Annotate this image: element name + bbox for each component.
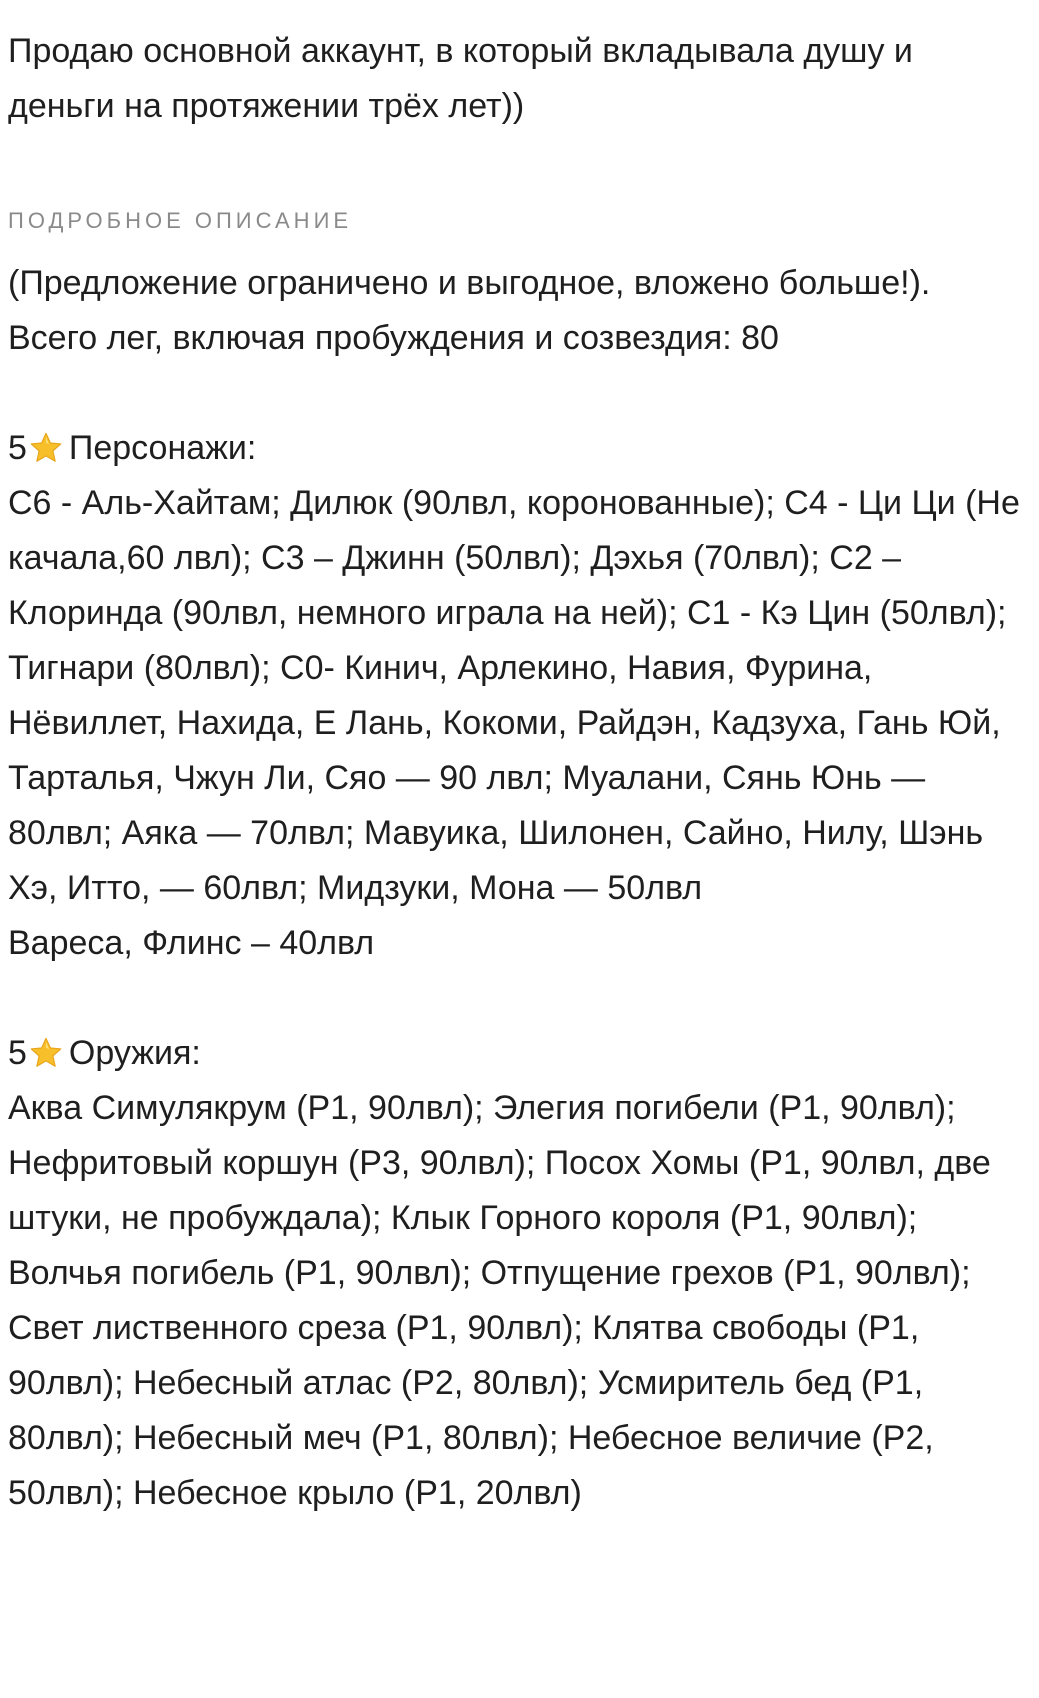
characters-heading xyxy=(8,421,1031,476)
section-label-description: ПОДРОБНОЕ ОПИСАНИЕ xyxy=(8,208,353,233)
total-legendaries-text: Всего лег, включая пробуждения и созвездия: 80 xyxy=(8,319,779,357)
weapons-list: Аква Симулякрум (Р1, 90лвл); Элегия погибели (Р1, 90лвл); Нефритовый коршун (Р3, 90лвл); Посох Хомы (Р1, 90лвл, две штуки, не пробуждала); Клык Горного короля (Р1, 90лвл); Волчья погибель (Р1, 90лвл); Отпущение грехов (Р1, 90лвл); Свет лиственного среза (Р1, 90лвл); Клятва свободы (Р1, 90лвл); Небесный атлас (Р2, 80лвл); Усмиритель бед (Р1, 80лвл); Небесный меч (Р1, 80лвл); Небесное величие (Р2, 50лвл); Небесное крыло (Р1, 20лвл) xyxy=(8,1089,991,1512)
paragraph-spacer xyxy=(8,971,1031,1026)
star-icon xyxy=(29,1036,63,1070)
weapons-rarity: 5 xyxy=(8,1034,27,1072)
characters-list: С6 - Аль-Хайтам; Дилюк (90лвл, коронованные); С4 - Ци Ци (Не качала,60 лвл); С3 – Джинн (50лвл); Дэхья (70лвл); С2 – Клоринда (90лвл, немного играла на ней); С1 - Кэ Цин (50лвл); Тигнари (80лвл); С0- Кинич, Арлекино, Навия, Фурина, Нёвиллет, Нахида, Е Лань, Кокоми, Райдэн, Кадзуха, Гань Юй, Тарталья, Чжун Ли, Сяо — 90 лвл; Муалани, Сянь Юнь — 80лвл; Аяка — 70лвл; Мавуика, Шилонен, Сайно, Нилу, Шэнь Хэ, Итто, — 60лвл; Мидзуки, Мона — 50лвл xyxy=(8,484,1020,907)
characters-rarity: 5 xyxy=(8,429,27,467)
characters-title: Персонажи: xyxy=(68,429,257,467)
listing-headline: Продаю основной аккаунт, в который вкладывала душу и деньги на протяжении трёх лет)) xyxy=(8,32,913,125)
weapons-heading xyxy=(8,1026,1031,1081)
star-icon xyxy=(29,431,63,465)
characters-extra: Вареса, Флинс – 40лвл xyxy=(8,924,375,962)
paragraph-spacer xyxy=(8,366,1031,421)
weapons-title: Оружия: xyxy=(68,1034,201,1072)
description-body xyxy=(8,256,1031,1521)
offer-text: (Предложение ограничено и выгодное, вложено больше!). xyxy=(8,264,931,302)
